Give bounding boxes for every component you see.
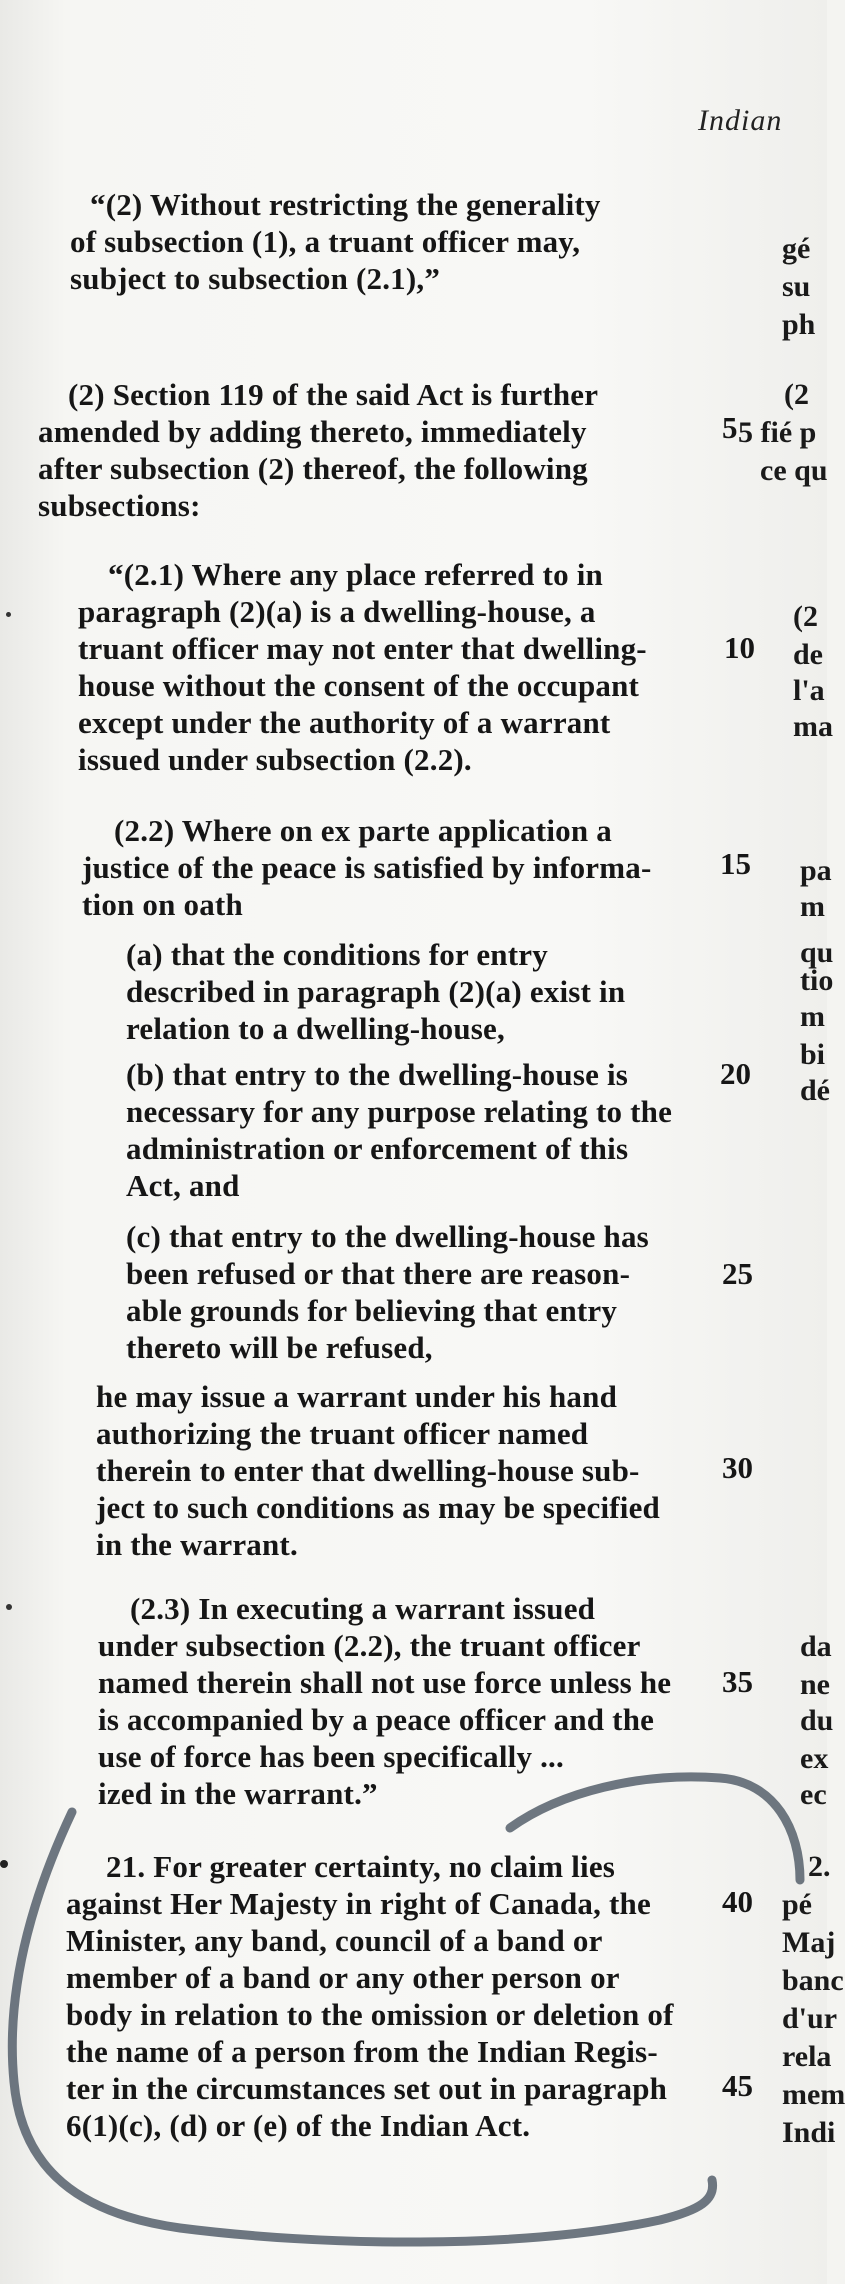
text-line: been refused or that there are reason- [126, 1256, 631, 1291]
text-line: Minister, any band, council of a band or [66, 1923, 603, 1958]
fragment-text: pé [782, 1888, 812, 1921]
fragment-text: mem [782, 2078, 845, 2111]
fragment-text: dé [800, 1074, 830, 1107]
text-line: administration or enforcement of this [126, 1131, 629, 1166]
text-line: 6(1)(c), (d) or (e) of the Indian Act. [66, 2108, 531, 2143]
text-line: authorizing the truant officer named [96, 1416, 589, 1451]
fragment-text: Indi [782, 2116, 836, 2149]
text-line: ter in the circumstances set out in paragraph [66, 2071, 668, 2106]
fragment-text: bi [800, 1038, 826, 1071]
fragment-text: tio [800, 964, 834, 997]
text-line: able grounds for believing that entry [126, 1293, 618, 1328]
text-line: paragraph (2)(a) is a dwelling-house, a [78, 594, 596, 629]
fragment-text: da [800, 1630, 832, 1663]
text-line: justice of the peace is satisfied by informa- [82, 850, 652, 885]
fragment-text: ph [782, 308, 816, 341]
text-line: subject to subsection (2.1),” [70, 261, 441, 296]
text-line: (2.2) Where on ex parte application a [114, 813, 612, 848]
fragment-text: ne [800, 1668, 830, 1701]
fragment-text: ce qu [760, 454, 828, 487]
fragment-text: su [782, 270, 811, 303]
text-line: except under the authority of a warrant [78, 705, 611, 740]
fragment-text: ex [800, 1742, 829, 1775]
text-line: ized in the warrant.” [98, 1776, 378, 1811]
line-number: 10 [724, 630, 755, 665]
fragment-text: gé [782, 232, 811, 265]
text-line: described in paragraph (2)(a) exist in [126, 974, 626, 1009]
text-line: against Her Majesty in right of Canada, the [66, 1886, 651, 1921]
text-line: (2.3) In executing a warrant issued [130, 1591, 596, 1626]
text-line: use of force has been specifically ... [98, 1739, 564, 1774]
fragment-text: (2 [793, 600, 818, 633]
fragment-text: qu [800, 936, 834, 969]
text-line: named therein shall not use force unless he [98, 1665, 672, 1700]
fragment-text: 2. [808, 1850, 831, 1883]
text-line: ject to such conditions as may be specified [96, 1490, 660, 1525]
fragment-text: Maj [782, 1926, 836, 1959]
text-line: truant officer may not enter that dwelling- [78, 631, 647, 666]
text-line: under subsection (2.2), the truant officer [98, 1628, 641, 1663]
text-line: Act, and [126, 1168, 240, 1203]
text-line: relation to a dwelling-house, [126, 1011, 505, 1046]
text-line: amended by adding thereto, immediately [38, 414, 587, 449]
text-line: “(2.1) Where any place referred to in [108, 557, 603, 592]
line-number: 45 [722, 2068, 753, 2103]
line-number: 25 [722, 1256, 753, 1291]
fragment-text: rela [782, 2040, 832, 2073]
line-number: 20 [720, 1056, 751, 1091]
text-line: after subsection (2) thereof, the following [38, 451, 588, 486]
fragment-text: m [800, 890, 825, 923]
running-head: Indian [698, 104, 783, 137]
text-line: “(2) Without restricting the generality [90, 187, 601, 222]
text-line: the name of a person from the Indian Regis- [66, 2034, 658, 2069]
text-line: (c) that entry to the dwelling-house has [126, 1219, 649, 1254]
fragment-text: (2 [784, 378, 809, 411]
text-line: 21. For greater certainty, no claim lies [106, 1849, 616, 1884]
line-number: 5 [722, 410, 738, 445]
line-number: 35 [722, 1664, 753, 1699]
text-line: he may issue a warrant under his hand [96, 1379, 618, 1414]
fragment-text: pa [800, 854, 832, 887]
text-line: member of a band or any other person or [66, 1960, 620, 1995]
fragment-text: ma [793, 710, 833, 743]
text-line: is accompanied by a peace officer and the [98, 1702, 655, 1737]
fragment-text: m [800, 1000, 825, 1033]
fragment-text: du [800, 1704, 834, 1737]
text-line: necessary for any purpose relating to the [126, 1094, 673, 1129]
text-line: subsections: [38, 488, 201, 523]
fragment-text: de [793, 638, 823, 671]
text-line: issued under subsection (2.2). [78, 742, 472, 777]
fragment-text: ec [800, 1778, 827, 1811]
line-number: 15 [720, 846, 751, 881]
text-line: therein to enter that dwelling-house sub- [96, 1453, 640, 1488]
line-number: 40 [722, 1884, 753, 1919]
text-line: tion on oath [82, 887, 243, 922]
fragment-text: d'ur [782, 2002, 838, 2035]
fragment-text: 5 fié p [738, 416, 817, 449]
fragment-text: banc [782, 1964, 844, 1997]
text-line: body in relation to the omission or deletion of [66, 1997, 674, 2032]
text-line: thereto will be refused, [126, 1330, 433, 1365]
text-line: (b) that entry to the dwelling-house is [126, 1057, 629, 1092]
text-line: of subsection (1), a truant officer may, [70, 224, 581, 259]
line-number: 30 [722, 1450, 753, 1485]
text-line: in the warrant. [96, 1527, 298, 1562]
text-line: house without the consent of the occupant [78, 668, 640, 703]
fragment-text: l'a [793, 674, 825, 707]
text-line: (2) Section 119 of the said Act is further [68, 377, 599, 412]
text-line: (a) that the conditions for entry [126, 937, 548, 972]
